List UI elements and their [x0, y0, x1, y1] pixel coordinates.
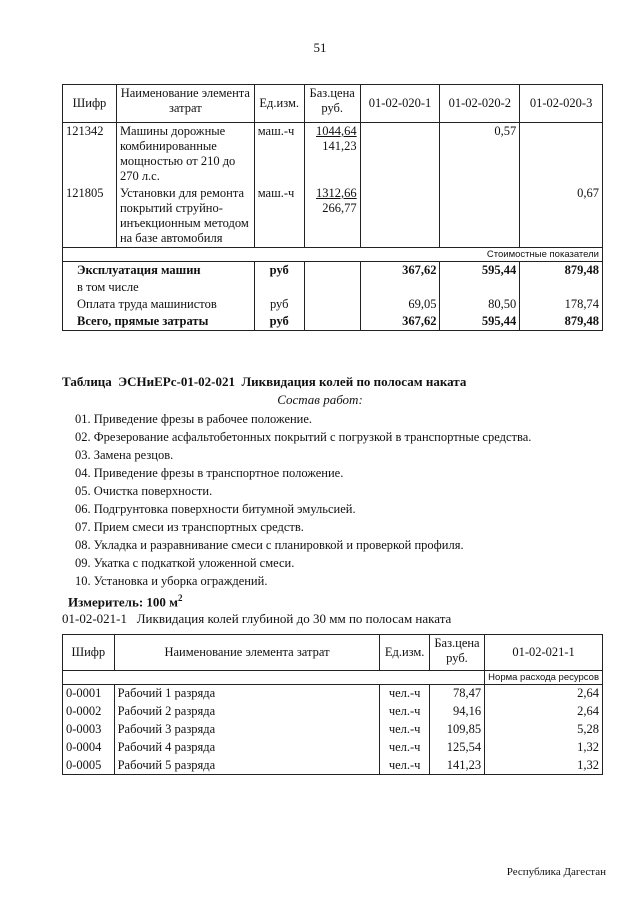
- header-price: Баз.цена руб.: [304, 85, 360, 123]
- table-row: [63, 685, 603, 703]
- summary-row: [63, 313, 603, 331]
- summary-name: Оплата труда машинистов: [63, 296, 255, 313]
- summary-unit: руб: [254, 262, 304, 280]
- row-price: 125,54: [429, 739, 484, 757]
- header-col-2: 01-02-020-2: [440, 85, 520, 123]
- header-col-1: 01-02-020-1: [360, 85, 440, 123]
- row-value-2: [440, 185, 520, 248]
- row-price: [304, 185, 360, 248]
- row-price: 109,85: [429, 721, 484, 739]
- row-unit: чел.-ч: [380, 721, 429, 739]
- header-price: Баз.цена руб.: [429, 635, 484, 671]
- price-current: 1044,64: [316, 124, 357, 138]
- work-items-list: [75, 410, 615, 590]
- row-unit: чел.-ч: [380, 757, 429, 775]
- price-labor: 266,77: [322, 201, 357, 215]
- row-value: 5,28: [485, 721, 603, 739]
- row-name: Рабочий 3 разряда: [114, 721, 380, 739]
- norm-label: Норма расхода ресурсов: [485, 671, 603, 685]
- header-code: Шифр: [63, 85, 117, 123]
- header-unit: Ед.изм.: [380, 635, 429, 671]
- list-item: 06. Подгрунтовка поверхности битумной эмульсией.: [75, 502, 356, 516]
- row-price: 78,47: [429, 685, 484, 703]
- page-number: 51: [313, 40, 327, 55]
- summary-name: в том числе: [63, 279, 255, 296]
- summary-value-2: 80,50: [440, 296, 520, 313]
- row-name: Установки для ремонта покрытий струйно-инъекционным методом на базе автомобиля: [116, 185, 254, 248]
- list-item: 04. Приведение фрезы в транспортное положение.: [75, 466, 344, 480]
- row-value: 2,64: [485, 703, 603, 721]
- header-col-3: 01-02-020-3: [520, 85, 603, 123]
- row-name: Рабочий 2 разряда: [114, 703, 380, 721]
- table-row: [63, 703, 603, 721]
- row-code: 0-0005: [63, 757, 115, 775]
- row-code: 0-0004: [63, 739, 115, 757]
- row-code: 0-0003: [63, 721, 115, 739]
- row-name: Рабочий 4 разряда: [114, 739, 380, 757]
- summary-value-2: 595,44: [440, 262, 520, 280]
- footer-region: Республика Дагестан: [506, 866, 606, 878]
- summary-name: Эксплуатация машин: [63, 262, 255, 280]
- header-code: Шифр: [63, 635, 115, 671]
- price-current: 1312,66: [316, 186, 357, 200]
- table-row: [63, 185, 603, 248]
- row-unit: чел.-ч: [380, 703, 429, 721]
- row-code: 121805: [63, 185, 117, 248]
- table-row: [63, 123, 603, 186]
- table-title: Таблица ЭСНиЕРс-01-02-021 Ликвидация колей по полосам наката: [62, 374, 467, 389]
- table-header-row: [63, 85, 603, 123]
- row-value: 1,32: [485, 739, 603, 757]
- row-name: Рабочий 5 разряда: [114, 757, 380, 775]
- summary-value-1: 367,62: [360, 313, 440, 331]
- header-col-1: 01-02-021-1: [485, 635, 603, 671]
- row-value-2: 0,57: [440, 123, 520, 186]
- list-item: 01. Приведение фрезы в рабочее положение.: [75, 412, 313, 426]
- resource-table-1: [62, 84, 603, 331]
- header-name: Наименование элемента затрат: [116, 85, 254, 123]
- row-unit: чел.-ч: [380, 739, 429, 757]
- price-labor: 141,23: [322, 139, 357, 153]
- summary-unit: руб: [254, 313, 304, 331]
- row-price: 94,16: [429, 703, 484, 721]
- list-item: 09. Укатка с подкаткой уложенной смеси.: [75, 556, 295, 570]
- summary-value-3: 178,74: [520, 296, 603, 313]
- summary-row: [63, 262, 603, 280]
- row-name: Рабочий 1 разряда: [114, 685, 380, 703]
- list-item: 10. Установка и уборка ограждений.: [75, 574, 268, 588]
- row-value: 2,64: [485, 685, 603, 703]
- row-code: 121342: [63, 123, 117, 186]
- table-row: [63, 721, 603, 739]
- list-item: 02. Фрезерование асфальтобетонных покрытий с погрузкой в транспортные средства.: [75, 430, 532, 444]
- list-item: 03. Замена резцов.: [75, 448, 174, 462]
- row-unit: маш.-ч: [254, 123, 304, 186]
- subsection-title: 01-02-021-1 Ликвидация колей глубиной до 30 мм по полосам наката: [62, 611, 452, 626]
- row-value-3: 0,67: [520, 185, 603, 248]
- list-item: 07. Прием смеси из транспортных средств.: [75, 520, 304, 534]
- cost-indicators-label: Стоимостные показатели: [360, 248, 602, 262]
- row-value-1: [360, 185, 440, 248]
- measure-label: Измеритель: 100 м: [68, 594, 179, 610]
- measure-sup: 2: [178, 593, 183, 603]
- summary-row: [63, 279, 603, 296]
- row-price: 141,23: [429, 757, 484, 775]
- row-code: 0-0001: [63, 685, 115, 703]
- work-composition-title: Состав работ:: [277, 392, 363, 407]
- table-header-row: [63, 635, 603, 671]
- table-row: [63, 757, 603, 775]
- cost-indicators-row: [63, 248, 603, 262]
- table-row: [63, 739, 603, 757]
- row-code: 0-0002: [63, 703, 115, 721]
- row-value: 1,32: [485, 757, 603, 775]
- row-name: Машины дорожные комбинированные мощностью от 210 до 270 л.с.: [116, 123, 254, 186]
- resource-table-2: [62, 634, 603, 775]
- row-value-1: [360, 123, 440, 186]
- measure-unit: [68, 593, 183, 610]
- summary-value-1: 69,05: [360, 296, 440, 313]
- header-name: Наименование элемента затрат: [114, 635, 380, 671]
- norm-label-row: [63, 671, 603, 685]
- header-unit: Ед.изм.: [254, 85, 304, 123]
- row-unit: чел.-ч: [380, 685, 429, 703]
- summary-value-3: 879,48: [520, 262, 603, 280]
- summary-name: Всего, прямые затраты: [63, 313, 255, 331]
- summary-value-2: 595,44: [440, 313, 520, 331]
- summary-unit: руб: [254, 296, 304, 313]
- row-value-3: [520, 123, 603, 186]
- summary-value-3: 879,48: [520, 313, 603, 331]
- list-item: 08. Укладка и разравнивание смеси с планировкой и проверкой профиля.: [75, 538, 464, 552]
- summary-value-1: 367,62: [360, 262, 440, 280]
- row-unit: маш.-ч: [254, 185, 304, 248]
- row-price: [304, 123, 360, 186]
- list-item: 05. Очистка поверхности.: [75, 484, 213, 498]
- summary-row: [63, 296, 603, 313]
